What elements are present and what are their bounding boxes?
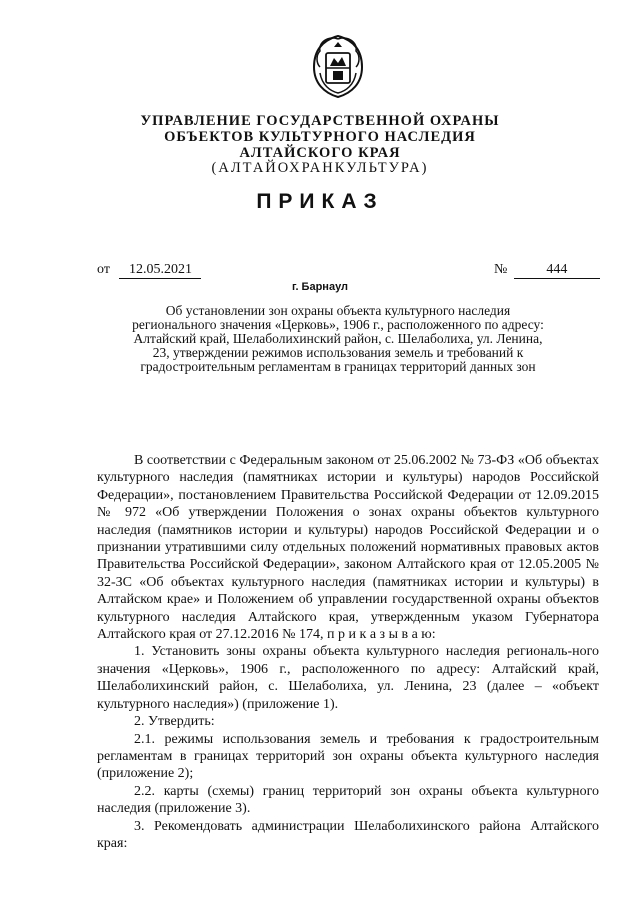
clause-2-1: 2.1. режимы использования земель и требования к градостроительным регламентам в границах территорий зон охраны объекта культурного наследия (приложение 2);: [97, 731, 599, 782]
number-field: [494, 262, 600, 279]
date-value: 12.05.2021: [119, 262, 201, 279]
city-label: г. Барнаул: [291, 281, 349, 293]
preamble-paragraph: В соответствии с Федеральным законом от 25.06.2002 № 73-ФЗ «Об объектах культурного наследия (памятниках истории и культуры) народов Российской Федерации», постановлением Правительства Российской Федерации от 12.09.2015 № 972 «Об утверждении Положения о зонах охраны объектов культурного наследия (памятников истории и культуры) народов Российской Федерации и о признании утратившими силу отдельных положений нормативных правовых актов Правительства Российской Федерации», законом Алтайского края от 12.05.2005 № 32-ЗС «Об объектах культурного наследия (памятниках истории и культуры) в Алтайском крае» и Положением об управлении государственной охраны объектов культурного наследия Алтайского края, утвержденным указом Губернатора Алтайского края от 27.12.2016 № 174, п р и к а з ы в а ю:: [97, 453, 599, 643]
header-line-3: АЛТАЙСКОГО КРАЯ: [239, 145, 401, 161]
date-prefix: от: [97, 262, 110, 277]
document-body: [97, 452, 599, 852]
clause-3: 3. Рекомендовать администрации Шелаболихинского района Алтайского края:: [97, 818, 599, 851]
header-line-2: ОБЪЕКТОВ КУЛЬТУРНОГО НАСЛЕДИЯ: [164, 129, 476, 145]
document-subject-title: Об установлении зон охраны объекта культурного наследия регионального значения «Церковь», 1906 г., расположенного по адресу: Алтайский край, Шелаболихинский район, с. Шелаболиха, ул. Ленина, 23, утверждении режимов использования земель и требований к градостроительным регламентам в границах территорий данных зон: [132, 303, 544, 374]
number-value: 444: [514, 262, 600, 279]
date-field: [97, 262, 201, 279]
header-line-4: (АЛТАЙОХРАНКУЛЬТУРА): [211, 160, 429, 176]
clause-1: 1. Установить зоны охраны объекта культурного наследия региональ-ного значения «Церковь», 1906 г., расположенного по адресу: Алтайский край, Шелаболихинский район, с. Шелаболиха, ул. Ленина, 23 (далее – «объект культурного наследия») (приложение 1).: [97, 644, 599, 712]
coat-of-arms-emblem: [308, 33, 368, 99]
clause-2-2: 2.2. карты (схемы) границ территорий зон охраны объекта культурного наследия (приложение 3).: [97, 783, 599, 817]
clause-2: 2. Утвердить:: [134, 714, 215, 730]
document-type-title: ПРИКАЗ: [256, 190, 384, 213]
number-prefix: №: [494, 262, 508, 277]
header-line-1: УПРАВЛЕНИЕ ГОСУДАРСТВЕННОЙ ОХРАНЫ: [140, 113, 500, 129]
